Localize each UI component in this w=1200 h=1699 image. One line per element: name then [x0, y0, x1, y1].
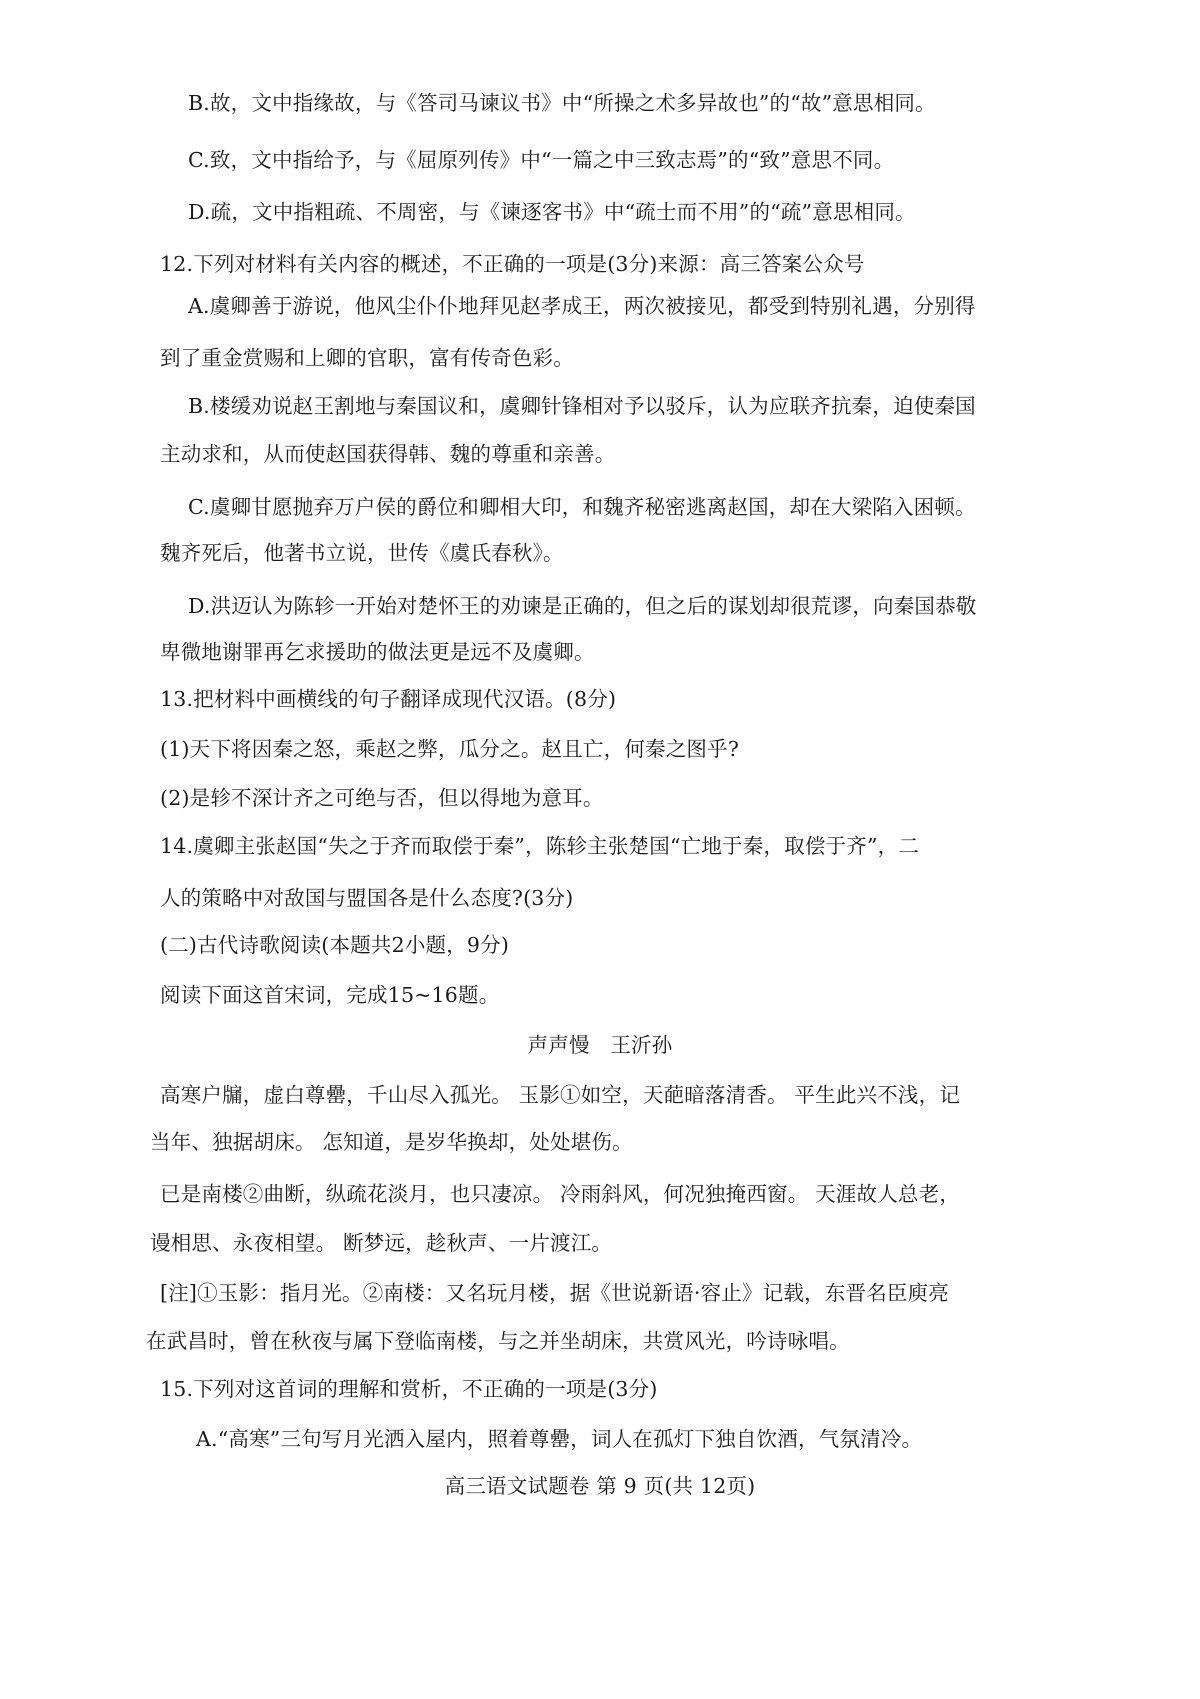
- question-13-item-1: (1)天下将因秦之怒，乘赵之弊，瓜分之。赵且亡，何秦之图乎?: [160, 737, 740, 761]
- option-11b: B.故，文中指缘故，与《答司马谏议书》中“所操之术多异故也”的“故”意思相同。: [188, 91, 936, 115]
- question-13-item-2: (2)是轸不深计齐之可绝与否，但以得地为意耳。: [160, 786, 604, 810]
- poem-line-4: 谩相思、永夜相望。 断梦远，趁秋声、一片渡江。: [150, 1231, 613, 1255]
- option-12c-line2: 魏齐死后，他著书立说，世传《虞氏春秋》。: [160, 541, 564, 565]
- option-11d: D.疏，文中指粗疏、不周密，与《谏逐客书》中“疏士而不用”的“疏”意思相同。: [188, 200, 916, 224]
- option-12c-line1: C.虞卿甘愿抛弃万户侯的爵位和卿相大印，和魏齐秘密逃离赵国，却在大梁陷入困顿。: [188, 495, 976, 519]
- section-heading: (二)古代诗歌阅读(本题共2小题，9分): [160, 933, 510, 957]
- question-13: 13.把材料中画横线的句子翻译成现代汉语。(8分): [160, 687, 617, 711]
- poem-note-line2: 在武昌时，曾在秋夜与属下登临南楼，与之并坐胡床，共赏风光，吟诗咏唱。: [146, 1329, 850, 1353]
- question-14-line1: 14.虞卿主张赵国“失之于齐而取偿于秦”，陈轸主张楚国“亡地于秦，取偿于齐”，二: [160, 834, 920, 858]
- reading-instruction: 阅读下面这首宋词，完成15~16题。: [160, 983, 500, 1007]
- poem-line-3: 已是南楼②曲断，纵疏花淡月，也只凄凉。 冷雨斜风，何况独掩西窗。 天涯故人总老，: [160, 1182, 961, 1206]
- page-footer: 高三语文试题卷 第 9 页(共 12页): [444, 1474, 756, 1498]
- question-15: 15.下列对这首词的理解和赏析，不正确的一项是(3分): [160, 1377, 658, 1401]
- option-12b-line1: B.楼缓劝说赵王割地与秦国议和，虞卿针锋相对予以驳斥，认为应联齐抗秦，迫使秦国: [188, 394, 976, 418]
- option-12b-line2: 主动求和，从而使赵国获得韩、魏的尊重和亲善。: [160, 442, 616, 466]
- option-12d-line1: D.洪迈认为陈轸一开始对楚怀王的劝谏是正确的，但之后的谋划却很荒谬，向秦国恭敬: [188, 594, 977, 618]
- poem-title: 声声慢 王沂孙: [527, 1033, 673, 1057]
- option-12a-line2: 到了重金赏赐和上卿的官职，富有传奇色彩。: [160, 346, 574, 370]
- poem-line-1: 高寒户牖，虚白尊罍，千山尽入孤光。 玉影①如空，天葩暗落清香。 平生此兴不浅，记: [160, 1083, 961, 1107]
- option-11c: C.致，文中指给予，与《屈原列传》中“一篇之中三致志焉”的“致”意思不同。: [188, 148, 895, 172]
- poem-note-line1: [注]①玉影：指月光。②南楼：又名玩月楼，据《世说新语·容止》记载，东晋名臣庾亮: [160, 1281, 950, 1305]
- option-12a-line1: A.虞卿善于游说，他风尘仆仆地拜见赵孝成王，两次被接见，都受到特别礼遇，分别得: [188, 294, 976, 318]
- option-15a: A.“高寒”三句写月光洒入屋内，照着尊罍，词人在孤灯下独自饮酒，气氛清冷。: [196, 1427, 923, 1451]
- option-12d-line2: 卑微地谢罪再乞求援助的做法更是远不及虞卿。: [160, 640, 595, 664]
- poem-line-2: 当年、独据胡床。 怎知道，是岁华换却，处处堪伤。: [150, 1130, 633, 1154]
- question-14-line2: 人的策略中对敌国与盟国各是什么态度?(3分): [160, 886, 574, 910]
- question-12: 12.下列对材料有关内容的概述，不正确的一项是(3分)来源：高三答案公众号: [160, 252, 865, 276]
